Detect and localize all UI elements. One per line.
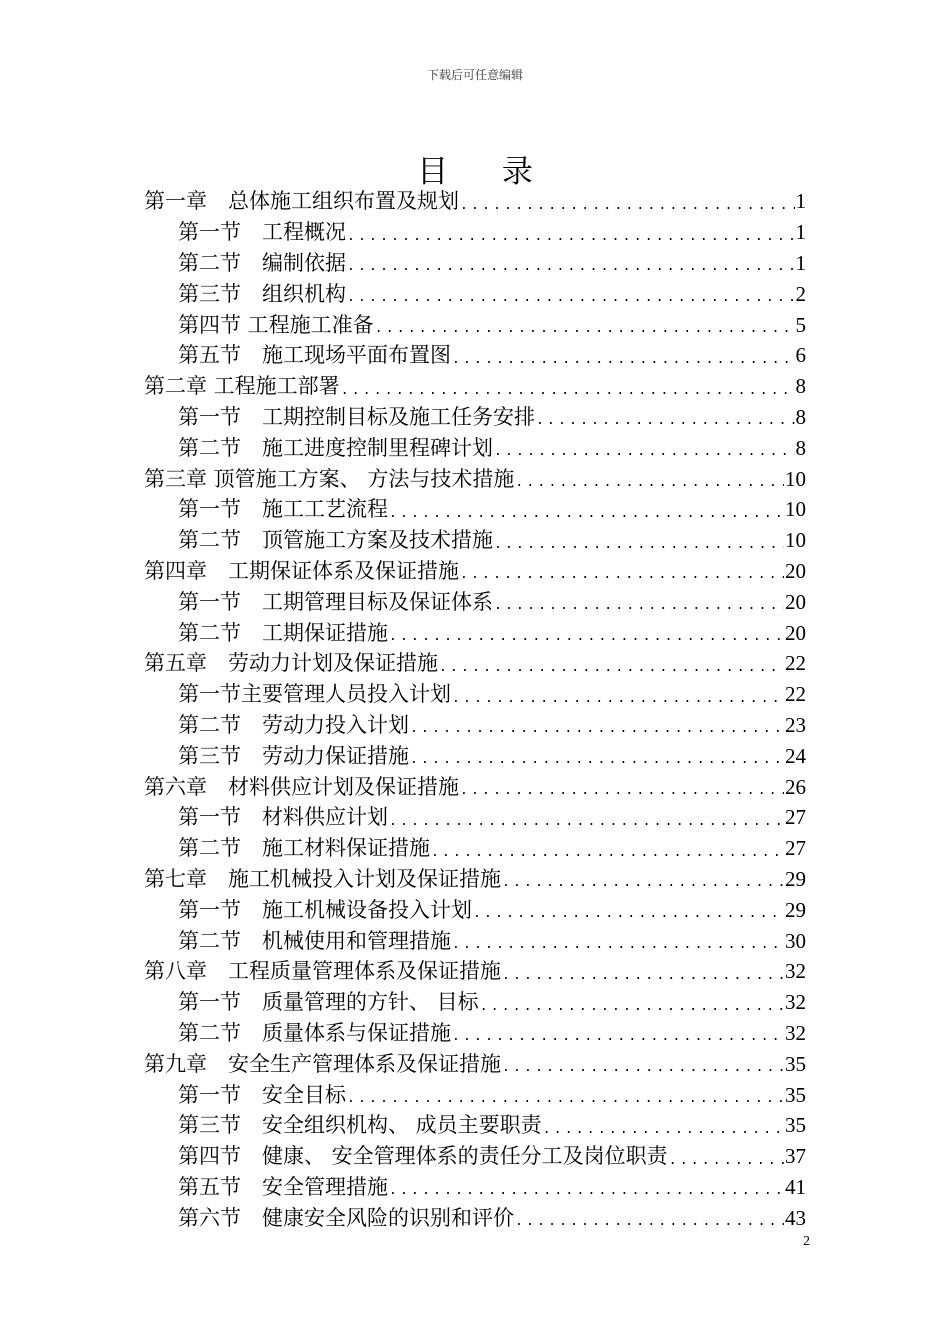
toc-entry-page: 1 bbox=[795, 189, 806, 214]
toc-dot-leader bbox=[439, 657, 784, 679]
toc-entry-page: 2 bbox=[795, 281, 806, 306]
toc-entry-page: 5 bbox=[795, 312, 806, 337]
toc-entry-page: 22 bbox=[785, 651, 806, 676]
toc-dot-leader bbox=[480, 996, 784, 1018]
toc-dot-leader bbox=[543, 1119, 784, 1141]
toc-dot-leader bbox=[375, 318, 795, 340]
toc-chapter-entry[interactable] bbox=[144, 956, 806, 987]
toc-entry-title: 第二节 施工进度控制里程碑计划 bbox=[178, 435, 493, 460]
toc-dot-leader bbox=[452, 1026, 784, 1048]
toc-entry-title: 第五节 安全管理措施 bbox=[178, 1174, 388, 1199]
toc-dot-leader bbox=[347, 226, 795, 248]
toc-entry-title: 第二节 工期保证措施 bbox=[178, 620, 388, 645]
toc-entry-title: 第一章 总体施工组织布置及规划 bbox=[144, 189, 459, 214]
toc-entry-title: 第一节 施工机械设备投入计划 bbox=[178, 897, 472, 922]
toc-section-entry[interactable] bbox=[144, 432, 806, 463]
toc-entry-page: 20 bbox=[785, 558, 806, 583]
toc-section-entry[interactable] bbox=[144, 617, 806, 648]
toc-dot-leader bbox=[431, 842, 784, 864]
toc-entry-page: 1 bbox=[795, 250, 806, 275]
toc-section-entry[interactable] bbox=[144, 1141, 806, 1172]
toc-entry-page: 8 bbox=[795, 374, 806, 399]
toc-entry-page: 26 bbox=[785, 774, 806, 799]
toc-section-entry[interactable] bbox=[144, 402, 806, 433]
toc-entry-page: 35 bbox=[785, 1082, 806, 1107]
toc-entry-title: 第七章 施工机械投入计划及保证措施 bbox=[144, 866, 501, 891]
toc-section-entry[interactable] bbox=[144, 987, 806, 1018]
toc-entry-page: 32 bbox=[785, 959, 806, 984]
toc-entry-title: 第二章 工程施工部署 bbox=[144, 374, 340, 399]
toc-entry-page: 27 bbox=[785, 836, 806, 861]
toc-entry-page: 22 bbox=[785, 682, 806, 707]
toc-dot-leader bbox=[347, 1088, 784, 1110]
toc-section-entry[interactable] bbox=[144, 248, 806, 279]
toc-section-entry[interactable] bbox=[144, 525, 806, 556]
toc-dot-leader bbox=[347, 256, 795, 278]
toc-dot-leader bbox=[494, 534, 784, 556]
toc-entry-title: 第一节 工期管理目标及保证体系 bbox=[178, 589, 493, 614]
toc-entry-title: 第六节 健康安全风险的识别和评价 bbox=[178, 1205, 514, 1230]
toc-entry-title: 第二节 施工材料保证措施 bbox=[178, 836, 430, 861]
toc-entry-page: 1 bbox=[795, 220, 806, 245]
toc-entry-page: 10 bbox=[785, 497, 806, 522]
toc-entry-page: 8 bbox=[795, 404, 806, 429]
toc-dot-leader bbox=[452, 349, 795, 371]
toc-entry-page: 35 bbox=[785, 1051, 806, 1076]
toc-entry-page: 41 bbox=[785, 1174, 806, 1199]
toc-dot-leader bbox=[460, 564, 784, 586]
toc-dot-leader bbox=[473, 903, 784, 925]
toc-dot-leader bbox=[410, 718, 784, 740]
toc-section-entry[interactable] bbox=[144, 1079, 806, 1110]
toc-dot-leader bbox=[452, 934, 784, 956]
toc-dot-leader bbox=[460, 195, 795, 217]
toc-entry-title: 第一节 工程概况 bbox=[178, 220, 346, 245]
toc-chapter-entry[interactable] bbox=[144, 1048, 806, 1079]
toc-entry-title: 第二节 质量体系与保证措施 bbox=[178, 1020, 451, 1045]
toc-entry-page: 30 bbox=[785, 928, 806, 953]
table-of-contents bbox=[144, 186, 806, 1233]
toc-section-entry[interactable] bbox=[144, 740, 806, 771]
toc-dot-leader bbox=[515, 1211, 784, 1233]
toc-entry-title: 第三节 劳动力保证措施 bbox=[178, 743, 409, 768]
toc-section-entry[interactable] bbox=[144, 309, 806, 340]
toc-section-entry[interactable] bbox=[144, 710, 806, 741]
toc-entry-title: 第五节 施工现场平面布置图 bbox=[178, 343, 451, 368]
header-note: 下载后可任意编辑 bbox=[426, 68, 523, 82]
toc-chapter-entry[interactable] bbox=[144, 648, 806, 679]
page-number: 2 bbox=[803, 1234, 810, 1249]
toc-entry-page: 10 bbox=[785, 528, 806, 553]
toc-entry-title: 第一节 施工工艺流程 bbox=[178, 497, 388, 522]
toc-chapter-entry[interactable] bbox=[144, 186, 806, 217]
toc-section-entry[interactable] bbox=[144, 833, 806, 864]
toc-entry-title: 第四节 工程施工准备 bbox=[178, 312, 374, 337]
toc-entry-page: 43 bbox=[785, 1205, 806, 1230]
toc-section-entry[interactable] bbox=[144, 217, 806, 248]
toc-chapter-entry[interactable] bbox=[144, 864, 806, 895]
toc-entry-title: 第二节 顶管施工方案及技术措施 bbox=[178, 528, 493, 553]
toc-dot-leader bbox=[452, 688, 784, 710]
toc-section-entry[interactable] bbox=[144, 925, 806, 956]
toc-entry-page: 24 bbox=[785, 743, 806, 768]
toc-entry-title: 第三节 安全组织机构、 成员主要职责 bbox=[178, 1113, 542, 1138]
toc-entry-title: 第三章 顶管施工方案、 方法与技术措施 bbox=[144, 466, 515, 491]
toc-dot-leader bbox=[460, 780, 784, 802]
toc-dot-leader bbox=[389, 626, 784, 648]
toc-dot-leader bbox=[515, 472, 784, 494]
toc-section-entry[interactable] bbox=[144, 586, 806, 617]
toc-dot-leader bbox=[347, 287, 795, 309]
toc-entry-title: 第八章 工程质量管理体系及保证措施 bbox=[144, 959, 501, 984]
toc-dot-leader bbox=[669, 1150, 784, 1172]
toc-dot-leader bbox=[494, 595, 784, 617]
toc-entry-title: 第五章 劳动力计划及保证措施 bbox=[144, 651, 438, 676]
toc-title: 目 录 bbox=[417, 154, 555, 190]
toc-entry-page: 6 bbox=[795, 343, 806, 368]
toc-entry-title: 第一节 材料供应计划 bbox=[178, 805, 388, 830]
toc-section-entry[interactable] bbox=[144, 802, 806, 833]
toc-section-entry[interactable] bbox=[144, 1018, 806, 1049]
toc-section-entry[interactable] bbox=[144, 494, 806, 525]
toc-section-entry[interactable] bbox=[144, 1172, 806, 1203]
toc-dot-leader bbox=[389, 811, 784, 833]
toc-entry-title: 第一节 质量管理的方针、 目标 bbox=[178, 990, 479, 1015]
toc-section-entry[interactable] bbox=[144, 340, 806, 371]
toc-dot-leader bbox=[410, 749, 784, 771]
toc-entry-page: 37 bbox=[785, 1144, 806, 1169]
toc-entry-title: 第六章 材料供应计划及保证措施 bbox=[144, 774, 459, 799]
toc-entry-page: 8 bbox=[795, 435, 806, 460]
toc-chapter-entry[interactable] bbox=[144, 371, 806, 402]
toc-chapter-entry[interactable] bbox=[144, 771, 806, 802]
toc-entry-title: 第九章 安全生产管理体系及保证措施 bbox=[144, 1051, 501, 1076]
toc-entry-page: 32 bbox=[785, 1020, 806, 1045]
toc-section-entry[interactable] bbox=[144, 679, 806, 710]
toc-entry-title: 第四节 健康、 安全管理体系的责任分工及岗位职责 bbox=[178, 1144, 668, 1169]
toc-dot-leader bbox=[389, 1180, 784, 1202]
toc-dot-leader bbox=[502, 965, 784, 987]
toc-dot-leader bbox=[494, 441, 795, 463]
toc-dot-leader bbox=[341, 380, 795, 402]
toc-entry-title: 第一节 工期控制目标及施工任务安排 bbox=[178, 404, 535, 429]
toc-section-entry[interactable] bbox=[144, 1110, 806, 1141]
toc-entry-page: 35 bbox=[785, 1113, 806, 1138]
toc-entry-page: 29 bbox=[785, 897, 806, 922]
toc-entry-title: 第一节主要管理人员投入计划 bbox=[178, 682, 451, 707]
toc-section-entry[interactable] bbox=[144, 894, 806, 925]
toc-entry-title: 第三节 组织机构 bbox=[178, 281, 346, 306]
toc-entry-page: 20 bbox=[785, 620, 806, 645]
toc-dot-leader bbox=[502, 872, 784, 894]
toc-entry-page: 20 bbox=[785, 589, 806, 614]
toc-chapter-entry[interactable] bbox=[144, 463, 806, 494]
toc-entry-title: 第一节 安全目标 bbox=[178, 1082, 346, 1107]
toc-dot-leader bbox=[389, 503, 784, 525]
toc-section-entry[interactable] bbox=[144, 278, 806, 309]
toc-dot-leader bbox=[502, 1057, 784, 1079]
toc-entry-title: 第二节 机械使用和管理措施 bbox=[178, 928, 451, 953]
toc-entry-page: 29 bbox=[785, 866, 806, 891]
toc-entry-page: 23 bbox=[785, 712, 806, 737]
toc-section-entry[interactable] bbox=[144, 1202, 806, 1233]
toc-entry-title: 第四章 工期保证体系及保证措施 bbox=[144, 558, 459, 583]
toc-chapter-entry[interactable] bbox=[144, 556, 806, 587]
toc-dot-leader bbox=[536, 410, 795, 432]
toc-entry-page: 32 bbox=[785, 990, 806, 1015]
toc-entry-title: 第二节 劳动力投入计划 bbox=[178, 712, 409, 737]
toc-entry-page: 10 bbox=[785, 466, 806, 491]
toc-entry-page: 27 bbox=[785, 805, 806, 830]
toc-entry-title: 第二节 编制依据 bbox=[178, 250, 346, 275]
